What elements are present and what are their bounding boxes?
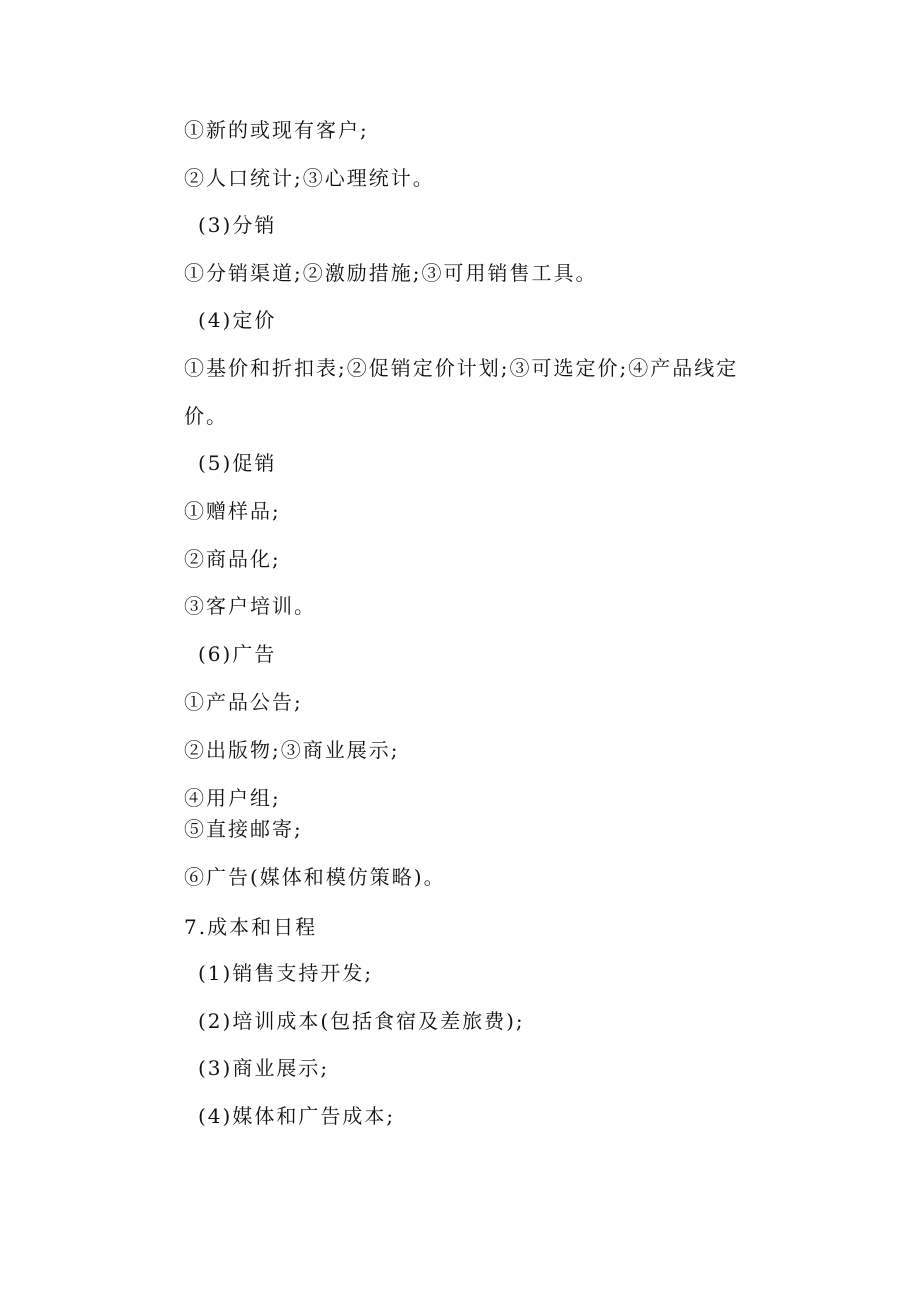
text-line-advertising-media: ⑥广告(媒体和模仿策略)。: [184, 865, 446, 889]
text-line-samples: ①赠样品;: [184, 499, 281, 523]
text-line-user-groups: ④用户组;: [184, 786, 281, 810]
text-line-publications: ②出版物;③商业展示;: [184, 738, 400, 762]
section-heading-distribution: (3)分销: [198, 213, 277, 237]
section-heading-promotion: (5)促销: [198, 451, 277, 475]
text-line-merchandising: ②商品化;: [184, 547, 281, 571]
text-line-distribution-channels: ①分销渠道;②激励措施;③可用销售工具。: [184, 261, 598, 285]
section-heading-pricing: (4)定价: [198, 308, 277, 332]
text-line-training-cost: (2)培训成本(包括食宿及差旅费);: [198, 1009, 525, 1033]
text-line-pricing-items: ①基价和折扣表;②促销定价计划;③可选定价;④产品线定: [184, 356, 739, 380]
text-line-trade-show: (3)商业展示;: [198, 1056, 330, 1080]
text-line-pricing-items-cont: 价。: [184, 404, 228, 428]
text-line-customer-training: ③客户培训。: [184, 594, 316, 618]
section-heading-cost-schedule: 7.成本和日程: [184, 915, 318, 939]
text-line-demographics: ②人口统计;③心理统计。: [184, 166, 435, 190]
section-heading-advertising: (6)广告: [198, 642, 277, 666]
text-line-sales-support: (1)销售支持开发;: [198, 961, 374, 985]
text-line-product-announcement: ①产品公告;: [184, 690, 303, 714]
text-line-media-cost: (4)媒体和广告成本;: [198, 1104, 396, 1128]
text-line-new-existing-customers: ①新的或现有客户;: [184, 118, 369, 142]
text-line-direct-mail: ⑤直接邮寄;: [184, 817, 303, 841]
